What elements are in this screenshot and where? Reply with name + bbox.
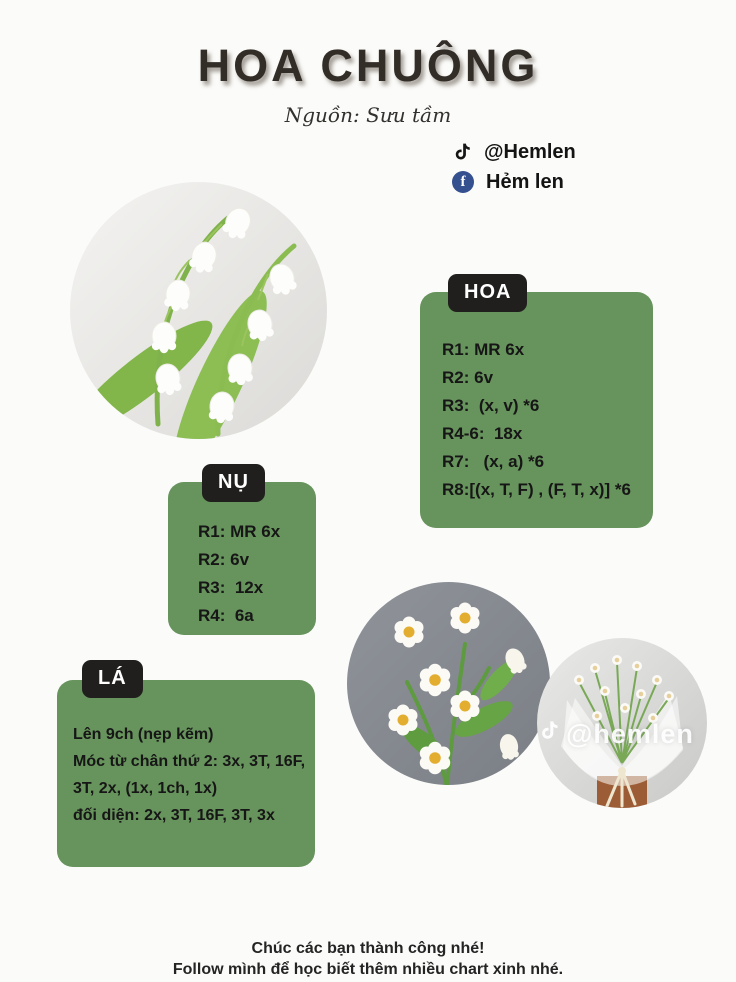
pattern-line: R3: (x, v) *6: [442, 396, 540, 415]
watermark-text: @hemlen: [566, 718, 694, 749]
photo-flowers-grey: [347, 582, 550, 785]
footer-follow: Follow mình để học biết thêm nhiều chart xinh nhé.: [172, 961, 564, 978]
page-title: HOA CHUÔNG: [197, 40, 539, 91]
pattern-line: R7: (x, a) *6: [442, 452, 545, 471]
pattern-line: R8:[(x, T, F) , (F, T, x)] *6: [442, 480, 631, 499]
pattern-box-nu: [168, 482, 316, 635]
pattern-line: R2: 6v: [198, 550, 250, 569]
section-label-hoa: HOA: [448, 274, 527, 312]
section-label-la: LÁ: [82, 660, 143, 698]
pattern-line: R2: 6v: [442, 368, 494, 387]
facebook-icon: f: [452, 171, 474, 193]
pattern-line: R4: 6a: [198, 606, 254, 625]
pattern-box-hoa: [420, 292, 653, 528]
facebook-name: Hẻm len: [486, 170, 564, 193]
tiktok-handle-row: [452, 139, 576, 165]
tiktok-handle: @Hemlen: [484, 140, 576, 163]
pattern-line: R1: MR 6x: [198, 522, 281, 541]
footer-wish: Chúc các bạn thành công nhé!: [251, 940, 485, 957]
pattern-line: Móc từ chân thứ 2: 3x, 3T, 16F,: [73, 753, 306, 770]
pattern-line: R3: 12x: [198, 578, 264, 597]
facebook-handle-row: [452, 169, 576, 195]
page-subtitle: Nguồn: Sưu tầm: [284, 103, 452, 127]
tiktok-icon: [452, 141, 472, 163]
photo-bouquet: [537, 638, 707, 808]
pattern-line: đối diện: 2x, 3T, 16F, 3T, 3x: [73, 807, 275, 824]
pattern-box-la: [57, 680, 315, 867]
photo-lily-of-the-valley: [70, 182, 327, 439]
pattern-line: R4-6: 18x: [442, 424, 523, 443]
pattern-line: 3T, 2x, (1x, 1ch, 1x): [73, 780, 218, 797]
pattern-line: R1: MR 6x: [442, 340, 525, 359]
section-label-nu: NỤ: [202, 464, 265, 502]
pattern-line: Lên 9ch (nẹp kẽm): [73, 726, 214, 743]
social-links: [452, 139, 576, 195]
